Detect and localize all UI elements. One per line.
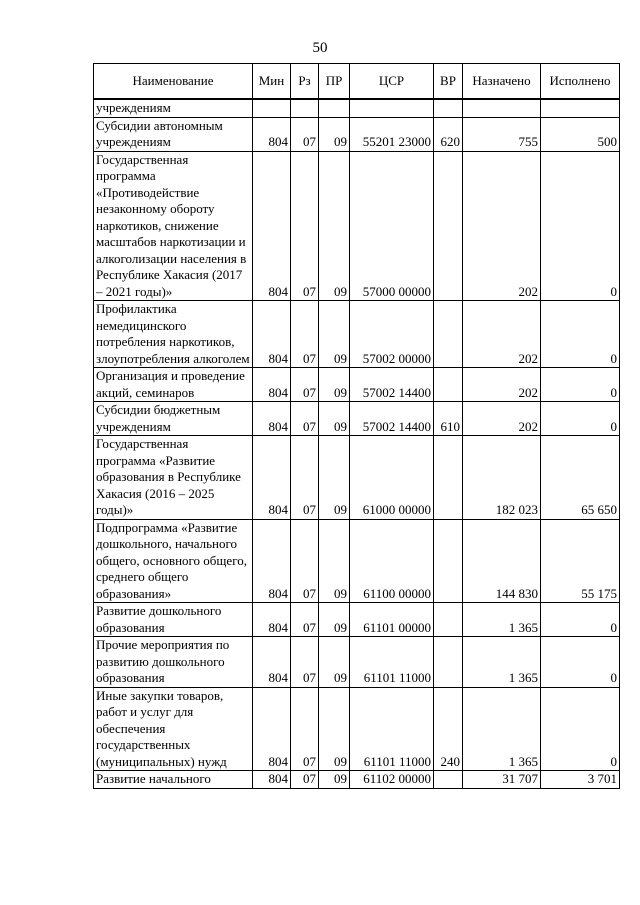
table-row xyxy=(94,771,620,789)
page-number: 50 xyxy=(312,40,328,56)
row-assigned: 1 365 xyxy=(463,687,541,771)
header-min: Мин xyxy=(253,64,291,100)
row-pr: 09 xyxy=(319,771,350,789)
table-row xyxy=(94,117,620,151)
row-name: Иные закупки товаров, работ и услуг для обеспечения государственных (муниципальных) нужд xyxy=(94,687,253,771)
row-rz: 07 xyxy=(291,368,319,402)
row-name: Прочие мероприятия по развитию дошкольного образования xyxy=(94,637,253,688)
row-rz: 07 xyxy=(291,687,319,771)
row-min: 804 xyxy=(253,301,291,368)
row-pr: 09 xyxy=(319,519,350,603)
table-row xyxy=(94,637,620,688)
row-min: 804 xyxy=(253,637,291,688)
header-name: Наименование xyxy=(94,64,253,100)
row-assigned: 202 xyxy=(463,301,541,368)
table-row xyxy=(94,436,620,520)
row-name: Государственная программа «Развитие образования в Республике Хакасия (2016 – 2025 годы)» xyxy=(94,436,253,520)
row-assigned: 202 xyxy=(463,368,541,402)
table-row xyxy=(94,519,620,603)
row-executed: 0 xyxy=(541,402,620,436)
row-assigned: 1 365 xyxy=(463,637,541,688)
row-assigned xyxy=(463,99,541,117)
row-pr xyxy=(319,99,350,117)
row-min: 804 xyxy=(253,117,291,151)
row-rz: 07 xyxy=(291,301,319,368)
row-vr xyxy=(434,637,463,688)
row-min: 804 xyxy=(253,151,291,301)
row-vr xyxy=(434,151,463,301)
row-name: учреждениям xyxy=(94,99,253,117)
row-assigned: 202 xyxy=(463,402,541,436)
row-pr: 09 xyxy=(319,637,350,688)
row-pr: 09 xyxy=(319,603,350,637)
table-row xyxy=(94,368,620,402)
row-assigned: 182 023 xyxy=(463,436,541,520)
row-name: Организация и проведение акций, семинаров xyxy=(94,368,253,402)
row-pr: 09 xyxy=(319,117,350,151)
row-vr xyxy=(434,99,463,117)
row-csr: 61100 00000 xyxy=(350,519,434,603)
row-assigned: 1 365 xyxy=(463,603,541,637)
row-rz xyxy=(291,99,319,117)
row-executed: 0 xyxy=(541,151,620,301)
row-vr: 610 xyxy=(434,402,463,436)
row-name: Подпрограмма «Развитие дошкольного, начального общего, основного общего, среднего общего образования» xyxy=(94,519,253,603)
header-pr: ПР xyxy=(319,64,350,100)
row-pr: 09 xyxy=(319,402,350,436)
row-rz: 07 xyxy=(291,603,319,637)
row-csr: 57002 14400 xyxy=(350,368,434,402)
row-executed: 65 650 xyxy=(541,436,620,520)
row-min: 804 xyxy=(253,519,291,603)
row-vr xyxy=(434,301,463,368)
row-vr xyxy=(434,519,463,603)
row-executed: 55 175 xyxy=(541,519,620,603)
header-executed: Исполнено xyxy=(541,64,620,100)
row-executed: 500 xyxy=(541,117,620,151)
row-min xyxy=(253,99,291,117)
row-csr: 57002 14400 xyxy=(350,402,434,436)
row-min: 804 xyxy=(253,771,291,789)
row-executed: 0 xyxy=(541,301,620,368)
row-rz: 07 xyxy=(291,402,319,436)
row-csr: 61102 00000 xyxy=(350,771,434,789)
row-pr: 09 xyxy=(319,151,350,301)
row-min: 804 xyxy=(253,368,291,402)
header-rz: Рз xyxy=(291,64,319,100)
row-name: Профилактика немедицинского потребления наркотиков, злоупотребления алкоголем xyxy=(94,301,253,368)
row-csr: 57002 00000 xyxy=(350,301,434,368)
table-row xyxy=(94,301,620,368)
row-assigned: 144 830 xyxy=(463,519,541,603)
row-executed: 0 xyxy=(541,368,620,402)
table-row xyxy=(94,402,620,436)
row-pr: 09 xyxy=(319,436,350,520)
row-rz: 07 xyxy=(291,436,319,520)
row-executed: 3 701 xyxy=(541,771,620,789)
row-min: 804 xyxy=(253,436,291,520)
row-name: Развитие дошкольного образования xyxy=(94,603,253,637)
row-executed xyxy=(541,99,620,117)
row-min: 804 xyxy=(253,687,291,771)
row-min: 804 xyxy=(253,603,291,637)
row-assigned: 202 xyxy=(463,151,541,301)
row-csr xyxy=(350,99,434,117)
row-rz: 07 xyxy=(291,637,319,688)
row-rz: 07 xyxy=(291,151,319,301)
row-csr: 61000 00000 xyxy=(350,436,434,520)
row-vr xyxy=(434,603,463,637)
row-vr xyxy=(434,436,463,520)
table-row xyxy=(94,687,620,771)
budget-table xyxy=(93,63,620,789)
row-rz: 07 xyxy=(291,771,319,789)
header-csr: ЦСР xyxy=(350,64,434,100)
row-csr: 61101 00000 xyxy=(350,603,434,637)
row-pr: 09 xyxy=(319,301,350,368)
row-executed: 0 xyxy=(541,603,620,637)
row-rz: 07 xyxy=(291,519,319,603)
row-assigned: 31 707 xyxy=(463,771,541,789)
table-row xyxy=(94,603,620,637)
row-executed: 0 xyxy=(541,637,620,688)
header-vr: ВР xyxy=(434,64,463,100)
row-name: Государственная программа «Противодействие незаконному обороту наркотиков, снижение масштабов наркотизации и алкоголизации населения в Республике Хакасия (2017 – 2021 годы)» xyxy=(94,151,253,301)
row-csr: 55201 23000 xyxy=(350,117,434,151)
row-vr xyxy=(434,771,463,789)
row-executed: 0 xyxy=(541,687,620,771)
row-name: Субсидии бюджетным учреждениям xyxy=(94,402,253,436)
row-pr: 09 xyxy=(319,687,350,771)
row-min: 804 xyxy=(253,402,291,436)
table-header-row xyxy=(94,64,620,100)
table-row xyxy=(94,99,620,117)
header-assigned: Назначено xyxy=(463,64,541,100)
row-csr: 61101 11000 xyxy=(350,637,434,688)
row-vr: 240 xyxy=(434,687,463,771)
row-name: Субсидии автономным учреждениям xyxy=(94,117,253,151)
row-pr: 09 xyxy=(319,368,350,402)
row-vr: 620 xyxy=(434,117,463,151)
row-csr: 61101 11000 xyxy=(350,687,434,771)
row-assigned: 755 xyxy=(463,117,541,151)
row-name: Развитие начального xyxy=(94,771,253,789)
row-rz: 07 xyxy=(291,117,319,151)
row-vr xyxy=(434,368,463,402)
table-row xyxy=(94,151,620,301)
row-csr: 57000 00000 xyxy=(350,151,434,301)
